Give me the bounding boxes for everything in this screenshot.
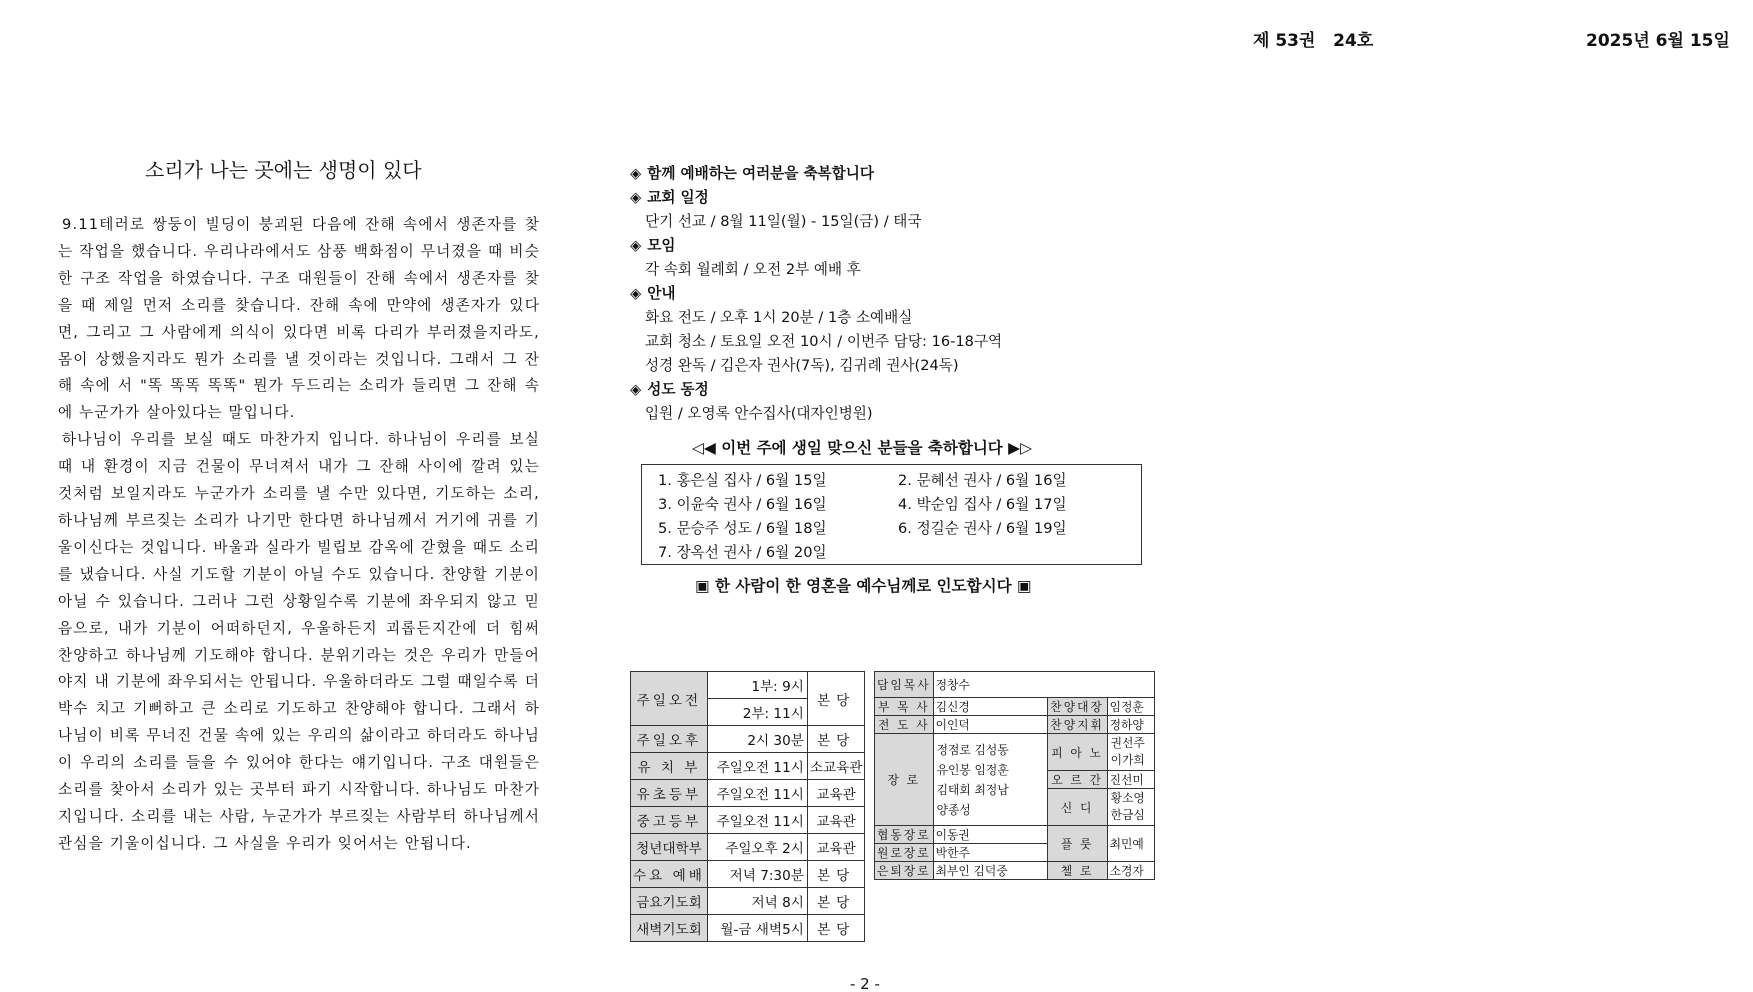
elder-names	[933, 734, 1047, 826]
notice-heading-text: 모임	[647, 237, 676, 254]
table-row	[631, 861, 865, 888]
table-row	[631, 915, 865, 942]
notice-heading	[630, 282, 1150, 306]
staff-role: 피 아 노	[1047, 734, 1107, 771]
article-paragraph-1: 9.11테러로 쌍둥이 빌딩이 붕괴된 다음에 잔해 속에서 생존자를 찾는 작업을 했습니다. 우리나라에서도 삼풍 백화점이 무너졌을 때 비슷한 구조 작업을 하였습니다. 구조 대원들이 잔해 속에서 생존자를 찾을 때 제일 먼저 소리를 찾습니다. 잔해 속에 만약에 생존자가 있다면, 그리고 그 사람에게 의식이 있다면 비록 다리가 부러졌을지라도, 몸이 상했을지라도 뭔가 소리를 낼 것이라는 것입니다. 그래서 그 잔해 속에 서 "똑 똑똑 똑똑" 뭔가 두드리는 소리가 들리면 그 잔해 속에 누군가가 살아있다는 말입니다.	[58, 216, 540, 422]
staff-name: 정하양	[1107, 716, 1154, 734]
service-name: 수요 예배	[631, 861, 708, 888]
staff-role: 전 도 사	[875, 716, 934, 734]
diamond-bullet-icon: ◈	[630, 189, 642, 206]
staff-role: 신 디	[1047, 789, 1107, 826]
notice-heading	[630, 234, 1150, 258]
staff-role: 플 룻	[1047, 826, 1107, 862]
birthday-entry: 7. 장옥선 권사 / 6월 20일	[658, 544, 827, 561]
staff-table	[874, 671, 1155, 880]
notice-item: 단기 선교 / 8월 11일(월) - 15일(금) / 태국	[645, 213, 922, 230]
staff-role: 찬양지휘	[1047, 716, 1107, 734]
birthday-grid	[658, 469, 1141, 565]
elder-name-line: 김태회 최정남	[936, 782, 1009, 797]
birthday-entry: 2. 문혜선 권사 / 6월 16일	[898, 472, 1067, 489]
service-name: 주일오후	[631, 726, 708, 753]
synth-names	[1107, 789, 1154, 826]
birthday-entry: 1. 홍은실 집사 / 6월 15일	[658, 472, 827, 489]
elder-name-line: 유인봉 임정훈	[936, 762, 1009, 777]
staff-role: 첼 로	[1047, 862, 1107, 880]
birthday-box	[641, 464, 1142, 565]
service-place: 본당	[807, 861, 865, 888]
staff-name: 이가희	[1110, 753, 1145, 767]
notice-item: 각 속회 월례회 / 오전 2부 예배 후	[645, 261, 861, 278]
staff-role: 협동장로	[875, 826, 934, 844]
staff-name: 정창수	[933, 672, 1154, 698]
staff-name: 진선미	[1107, 771, 1154, 789]
notice-item: 화요 전도 / 오후 1시 20분 / 1층 소예배실	[645, 309, 913, 326]
table-row	[875, 716, 1155, 734]
service-place: 본당	[807, 672, 865, 726]
table-row	[631, 834, 865, 861]
table-row	[631, 753, 865, 780]
service-time: 2부: 11시	[707, 699, 807, 726]
service-place: 교육관	[807, 780, 865, 807]
service-time: 주일오전 11시	[707, 780, 807, 807]
notice-heading-text: 교회 일정	[647, 189, 709, 206]
staff-name: 최민예	[1107, 826, 1154, 862]
staff-name: 박한주	[933, 844, 1047, 862]
notices	[630, 162, 1150, 426]
table-row	[875, 862, 1155, 880]
service-name: 새벽기도회	[631, 915, 708, 942]
staff-name: 황소영	[1110, 791, 1145, 805]
notice-heading	[630, 162, 1150, 186]
staff-role: 담임목사	[875, 672, 934, 698]
birthday-entry: 6. 정길순 권사 / 6월 19일	[898, 520, 1067, 537]
service-place: 본당	[807, 915, 865, 942]
page-number: - 2 -	[850, 975, 880, 992]
staff-name: 임정훈	[1107, 698, 1154, 716]
staff-name: 소경자	[1107, 862, 1154, 880]
staff-role: 부 목 사	[875, 698, 934, 716]
article-body	[58, 212, 540, 858]
elder-name-line: 정점로 김성동	[936, 742, 1009, 757]
diamond-bullet-icon: ◈	[630, 237, 642, 254]
notice-item: 성경 완독 / 김은자 권사(7독), 김귀례 권사(24독)	[645, 357, 959, 374]
notice-heading	[630, 186, 1150, 210]
table-row	[631, 726, 865, 753]
service-time: 저녁 8시	[707, 888, 807, 915]
notice-heading	[630, 378, 1150, 402]
table-row	[875, 734, 1155, 771]
article-paragraph-2: 하나님이 우리를 보실 때도 마찬가지 입니다. 하나님이 우리를 보실 때 내 환경이 지금 건물이 무너져서 내가 그 잔해 사이에 깔려 있는 것처럼 보일지라도 누군가가 소리를 낼 수만 있다면, 기도하는 소리, 하나님께 부르짖는 소리가 나기만 한다면 하나님께서 거기에 귀를 기울이신다는 것입니다. 바울과 실라가 빌립보 감옥에 갇혔을 때도 소리를 냈습니다. 사실 기도할 기분이 아닐 수도 있습니다. 찬양할 기분이 아닐 수 있습니다. 그러나 그런 상황일수록 기분에 좌우되지 않고 믿음으로, 내가 기분이 어떠하던지, 우울하든지 괴롭든지간에 더 힘써 찬양하고 하나님께 기도해야 합니다. 분위기라는 것은 우리가 만들어야지 내 기분에 좌우되서는 안됩니다. 우울하더라도 그럴 때일수록 더 박수 치고 기뻐하고 큰 소리로 기도하고 찬양해야 합니다. 그래서 하나님이 비록 무너진 건물 속에 있는 우리의 삶이라고 하더라도 하나님이 우리의 소리를 들을 수 있어야 한다는 얘기입니다. 구조 대원들은 소리를 찾아서 소리가 있는 곳부터 파기 시작합니다. 하나님도 마찬가지입니다. 소리를 내는 사람, 누군가가 부르짖는 사람부터 하나님께서 관심을 기울이십니다. 그 사실을 우리가 잊어서는 안됩니다.	[58, 431, 540, 852]
table-row	[875, 672, 1155, 698]
birthday-entry: 4. 박순임 집사 / 6월 17일	[898, 496, 1067, 513]
piano-names	[1107, 734, 1154, 771]
staff-name: 김신경	[933, 698, 1047, 716]
diamond-bullet-icon: ◈	[630, 381, 642, 398]
service-schedule-table	[630, 671, 865, 942]
notice-heading-text: 함께 예배하는 여러분을 축복합니다	[647, 165, 874, 182]
service-time: 2시 30분	[707, 726, 807, 753]
staff-role: 원로장로	[875, 844, 934, 862]
service-place: 교육관	[807, 834, 865, 861]
service-name: 유초등부	[631, 780, 708, 807]
service-time: 주일오전 11시	[707, 807, 807, 834]
notice-heading-text: 안내	[647, 285, 676, 302]
table-row	[631, 807, 865, 834]
service-name: 청년대학부	[631, 834, 708, 861]
staff-name: 최부인 김덕중	[933, 862, 1047, 880]
service-time: 1부: 9시	[707, 672, 807, 699]
service-time: 주일오후 2시	[707, 834, 807, 861]
staff-name: 권선주	[1110, 736, 1145, 750]
article-title: 소리가 나는 곳에는 생명이 있다	[145, 158, 422, 182]
birthday-entry: 3. 이윤숙 권사 / 6월 16일	[658, 496, 827, 513]
service-name: 중고등부	[631, 807, 708, 834]
header-volume: 제 53권 24호	[1253, 31, 1374, 51]
staff-name: 한금심	[1110, 808, 1145, 822]
service-place: 소교육관	[807, 753, 865, 780]
service-name: 주일오전	[631, 672, 708, 726]
staff-role: 오 르 간	[1047, 771, 1107, 789]
staff-role: 은퇴장로	[875, 862, 934, 880]
staff-name: 이인덕	[933, 716, 1047, 734]
motto: ▣ 한 사람이 한 영혼을 예수님께로 인도합시다 ▣	[695, 577, 1032, 595]
service-time: 저녁 7:30분	[707, 861, 807, 888]
header-date: 2025년 6월 15일	[1586, 31, 1730, 51]
notice-heading-text: 성도 동정	[647, 381, 709, 398]
service-time: 월-금 새벽5시	[707, 915, 807, 942]
service-time: 주일오전 11시	[707, 753, 807, 780]
birthday-entry: 5. 문승주 성도 / 6월 18일	[658, 520, 827, 537]
table-row	[875, 826, 1155, 844]
notice-item: 입원 / 오영록 안수집사(대자인병원)	[645, 405, 873, 422]
service-name: 유 치 부	[631, 753, 708, 780]
staff-role: 찬양대장	[1047, 698, 1107, 716]
diamond-bullet-icon: ◈	[630, 285, 642, 302]
staff-name: 이동권	[933, 826, 1047, 844]
service-place: 교육관	[807, 807, 865, 834]
table-row	[631, 672, 865, 699]
table-row	[875, 698, 1155, 716]
elder-name-line: 양종성	[936, 802, 971, 817]
diamond-bullet-icon: ◈	[630, 165, 642, 182]
service-place: 본당	[807, 888, 865, 915]
table-row	[631, 780, 865, 807]
table-row	[631, 888, 865, 915]
birthday-title: ◁◀ 이번 주에 생일 맞으신 분들을 축하합니다 ▶▷	[692, 439, 1032, 457]
staff-role: 장 로	[875, 734, 934, 826]
service-place: 본당	[807, 726, 865, 753]
notice-item: 교회 청소 / 토요일 오전 10시 / 이번주 담당: 16-18구역	[645, 333, 1003, 350]
service-name: 금요기도회	[631, 888, 708, 915]
